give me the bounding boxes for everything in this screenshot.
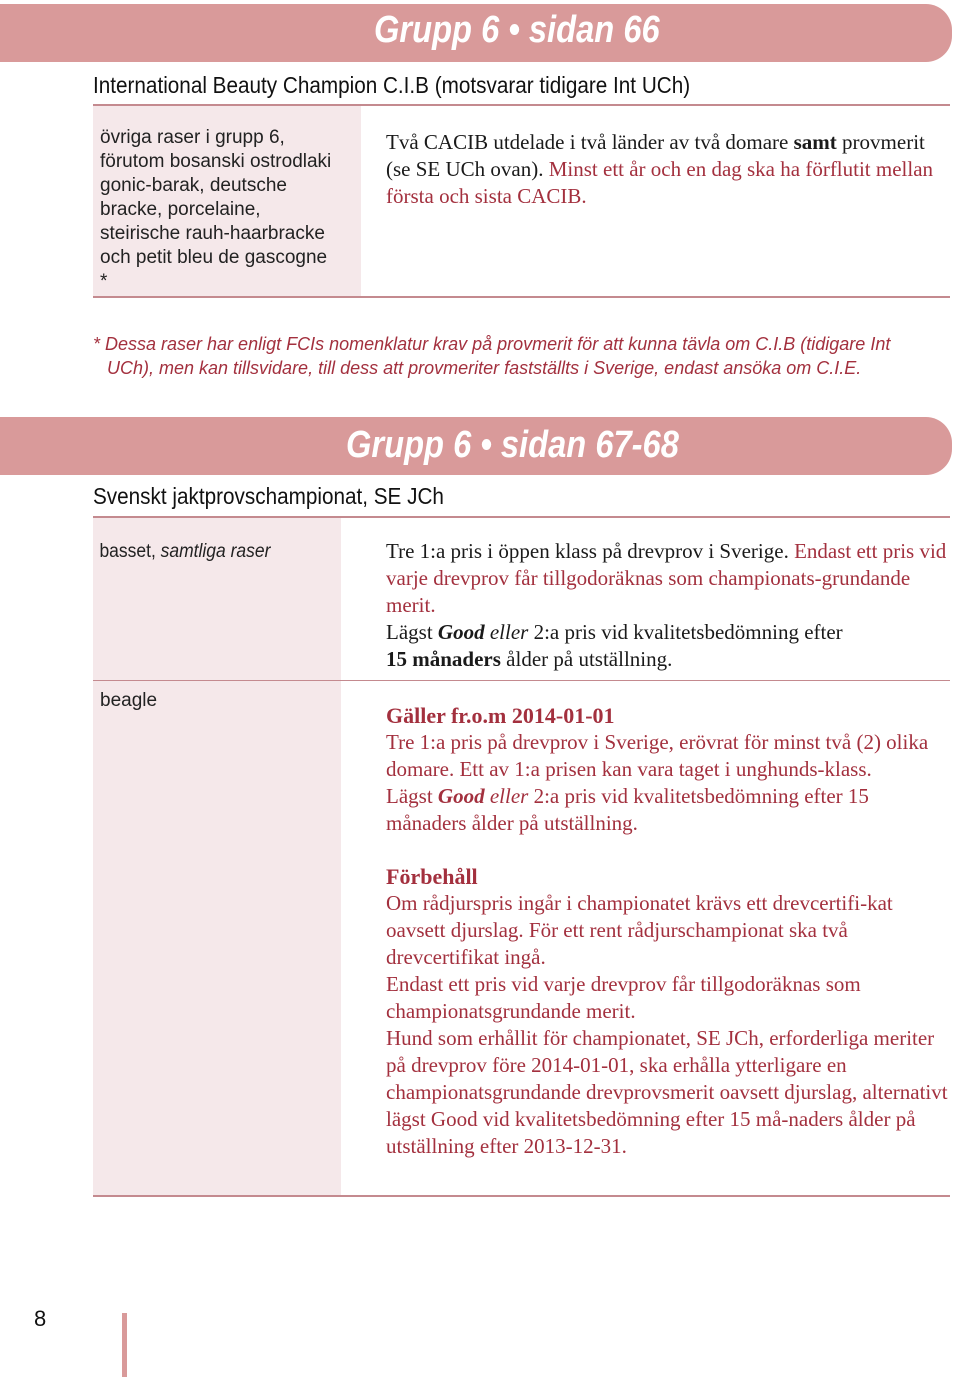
effective-date-heading: Gäller fr.o.m 2014-01-01 — [386, 703, 615, 728]
page-number: 8 — [34, 1306, 47, 1331]
breed-cell — [93, 106, 361, 296]
breed-label: övriga raser i grupp 6, förutom bosanski ostrodlaki gonic-barak, deutsche bracke, porcelaine, steirische rauh-haarbracke och petit bleu de gascogne * — [100, 127, 332, 292]
section-title: Svenskt jaktprovschampionat, SE JCh — [93, 483, 444, 509]
section-title: International Beauty Champion C.I.B (motsvarar tidigare Int UCh) — [93, 72, 691, 98]
requirement-text: Tre 1:a pris i öppen klass på drevprov i Sverige. Endast ett pris vid varje drevprov får tillgodoräknas som championats-grundande merit. Lägst Good eller 2:a pris vid kvalitetsbedömning efter 15 månaders ålder på utställning. — [386, 539, 947, 671]
breed-label: beagle — [100, 690, 158, 711]
banner-title: Grupp 6 • sidan 66 — [374, 9, 660, 51]
requirement-text: Gäller fr.o.m 2014-01-01 Tre 1:a pris på drevprov i Sverige, erövrat för minst två (2) olika domare. Ett av 1:a prisen kan vara taget i unghunds-klass. Lägst Good eller 2:a pris vid kvalitetsbedömning efter 15 månaders ålder på utställning. Förbehåll Om rådjurspris ingår i championatet krävs ett drevcertifi-kat oavsett djurslag. För ett rent rådjurschampionat ska två drevcertifikat ingå. Endast ett pris vid varje drevprov får tillgodoräknas som championatsgrundande merit. Hund som erhållit för championatet, SE JCh, erforderliga meriter på drevprov före 2014-01-01, ska erhålla ytterligare en championatsgrundande drevprovsmerit oavsett djurslag, alternativt lägst Good vid kvalitetsbedömning efter 15 må-naders ålder på utställning efter 2013-12-31. — [386, 703, 948, 1158]
footnote: * Dessa raser har enligt FCIs nomenklatur krav på provmerit för att kunna tävla om C.I.B (tidigare Int UCh), men kan tillsvidare, till dess att provmeriter fastställts i Sverige, endast ansöka om C.I.E. — [93, 334, 891, 378]
reservation-heading: Förbehåll — [386, 864, 478, 889]
banner-title: Grupp 6 • sidan 67-68 — [346, 424, 679, 466]
divider — [93, 1195, 950, 1197]
breed-label: basset, samtliga raser — [99, 541, 271, 562]
margin-bar — [122, 1313, 127, 1377]
divider — [93, 296, 950, 298]
requirement-text: Två CACIB utdelade i två länder av två domare samt provmerit (se SE UCh ovan). Minst ett år och en dag ska ha förflutit mellan första och sista CACIB. — [386, 130, 934, 208]
breed-cell — [93, 518, 341, 680]
breed-cell — [93, 681, 341, 1195]
